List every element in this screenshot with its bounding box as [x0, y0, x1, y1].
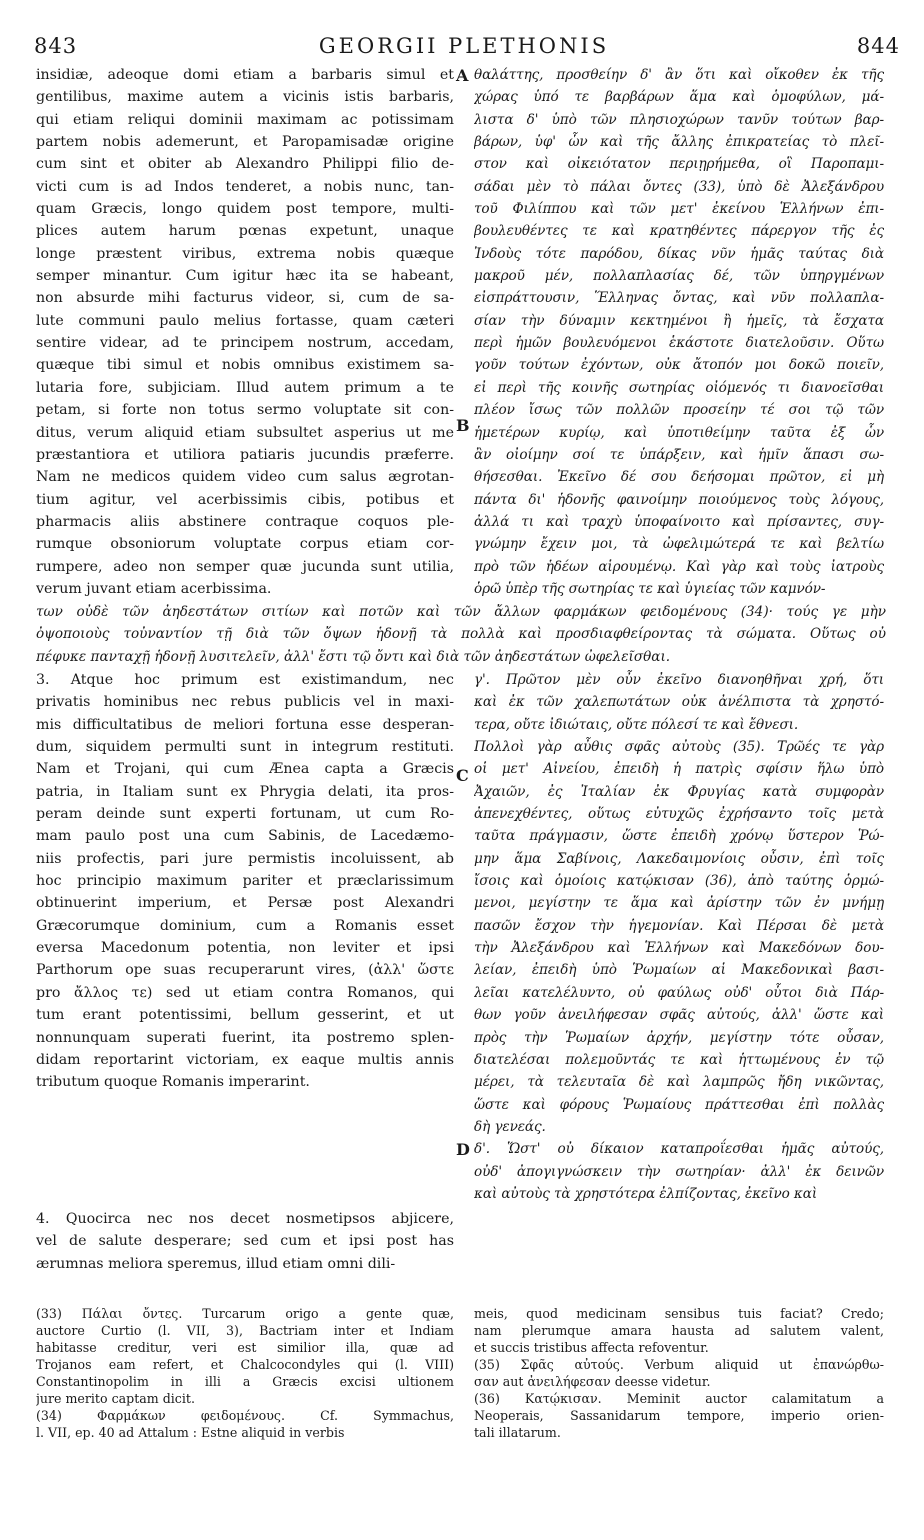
footnote-line: Constantinopolim in illi a Græcis excisi ultionem	[36, 1374, 454, 1389]
crossing-line: των οὐδὲ τῶν ἀηδεστάτων σιτίων καὶ ποτῶν καὶ τῶν ἄλλων φαρμάκων φειδομένους (34)· τούς γε μὴν	[36, 604, 886, 620]
text-line: tum erant potentissimi, bellum gesserint, et ut	[36, 1007, 454, 1024]
text-line: verum juvant etiam acerbissima.	[36, 580, 272, 597]
text-line: δὴ γενεάς.	[474, 1118, 546, 1135]
text-line: μενοι, μεγίστην τε ἅμα καὶ ἀρίστην τῶν ἐν μνήμῃ	[474, 895, 884, 912]
text-line: μέρει, τὰ τελευταῖα δὲ καὶ λαμπρῶς ἤδη νικῶντας,	[474, 1074, 884, 1091]
text-line: Græcorumque dominium, cum a Romanis esset	[36, 917, 454, 934]
greek-paragraph-gamma	[474, 669, 884, 1205]
footnote-line: (34) Φαρμάκων φειδομένους. Cf. Symmachus,	[36, 1408, 454, 1423]
text-line: οὐδ' ἀπογιγνώσκειν τὴν σωτηρίαν· ἀλλ' ἐκ δεινῶν	[474, 1163, 884, 1180]
text-line: πλέον ἴσως τῶν πολλῶν προσείην τέ σοι τῷ τῶν	[474, 402, 884, 419]
greek-column-2	[474, 669, 884, 1205]
text-line: ὥστε καὶ φόρους Ῥωμαίους πράττεσθαι ἐπὶ πολλὰς	[474, 1096, 884, 1113]
text-line: petam, si forte non totus sermo voluptate sit con-	[36, 402, 454, 419]
text-line: præstantiora et utiliora patiaris jucundis præferre.	[36, 446, 454, 463]
text-line: Πολλοὶ γὰρ αὖθις σφᾶς αὐτοὺς (35). Τρῶές τε γὰρ	[474, 739, 884, 756]
text-line: ὁρῶ ὑπὲρ τῆς σωτηρίας τε καὶ ὑγιείας τῶν καμνόν-	[474, 580, 826, 597]
running-title: GEORGII PLETHONIS	[318, 34, 610, 58]
latin-column-2	[36, 669, 454, 1094]
text-line: ἀλλά τι καὶ τραχὺ ὑποφαίνοιτο καὶ πρίσαντες, συγ-	[474, 513, 884, 530]
footnote-line: et succis tristibus affecta refoventur.	[474, 1340, 709, 1355]
text-line: peram deinde sunt experti fortunam, ut cum Ro-	[36, 806, 454, 823]
latin-paragraph-3	[36, 669, 454, 1094]
page-header	[28, 26, 900, 56]
footnote-line: auctore Curtio (l. VII, 3), Bactriam inter et Indiam	[36, 1323, 454, 1338]
text-line: lutaria fore, subjiciam. Illud autem primum a te	[36, 379, 454, 396]
text-line: quæque tibi simul et nobis omnibus existimem sa-	[36, 357, 454, 374]
footnote-line: Trojanos eam refert, et Chalcocondyles qui (l. VIII)	[36, 1357, 454, 1372]
text-line: εἰ περὶ τῆς κοινῆς σωτηρίας οἰόμενός τι διανοεῖσθαι	[474, 379, 884, 396]
text-line: Nam et Trojani, qui cum Ænea capta a Græcis	[36, 761, 454, 778]
text-line: privatis hominibus nec rebus publicis vel in maxi-	[36, 694, 454, 711]
text-line: πάντα δι' ἡδονῆς φαινοίμην ποιούμενος τοὺς λόγους,	[474, 491, 884, 508]
latin-column-1	[36, 64, 454, 600]
text-line: vel de salute desperare; sed cum et ipsi post has	[36, 1233, 454, 1250]
text-line: δ'. Ὥστ' οὐ δίκαιον καταπροΐεσθαι ἡμᾶς αὐτούς,	[474, 1141, 884, 1158]
text-line: 3. Atque hoc primum est existimandum, nec	[36, 672, 454, 688]
text-line: ἡμετέρων κυρίῳ, καὶ ὑποτιθείμην ταῦτα ἐξ ὧν	[474, 424, 884, 441]
text-line: ἀπενεχθέντες, οὕτως εὐτυχῶς ἐχρήσαντο τοῖς μετὰ	[474, 806, 884, 823]
footnote-line: (33) Πάλαι ὄντες. Turcarum origo a gente quæ,	[36, 1306, 454, 1321]
text-line: μακροῦ μέν, πολλαπλασίας δέ, τῶν ὑπηργμένων	[474, 268, 884, 285]
text-line: βάρων, ὑφ' ὧν καὶ τῆς ἄλλης ἐπικρατείας τὸ πλεῖ-	[474, 134, 884, 151]
text-line: λιστα δ' ὑπὸ τῶν πλησιοχώρων τανῦν τούτων βαρ-	[474, 111, 884, 128]
text-line: niis profectis, pari jure permistis incoluissent, ab	[36, 850, 454, 867]
text-line: στον καὶ οἰκειότατον περιῃρήμεθα, οἳ Παροπαμι-	[474, 156, 884, 173]
text-line: πρὸς τὴν Ῥωμαίων ἀρχήν, μεγίστην τότε οὖσαν,	[474, 1029, 884, 1046]
text-line: partem nobis ademerunt, et Paropamisadæ origine	[36, 134, 454, 151]
footnote-line: l. VII, ep. 40 ad Attalum : Estne aliquid in verbis	[36, 1425, 345, 1440]
text-line: γοῦν τούτων ἐχόντων, οὐκ ἄτοπόν μοι δοκῶ ποιεῖν,	[474, 357, 884, 374]
text-line: ἂν οἰοίμην σοί τε ὑπάρξειν, καὶ ἡμῖν ἅπασι σω-	[474, 446, 884, 463]
text-line: plices autem harum pœnas expetunt, unaque	[36, 223, 454, 240]
text-line: γνώμην ἔχειν μοι, τὰ ὠφελιμώτερά τε καὶ βελτίω	[474, 536, 884, 553]
text-line: πρὸ τῶν ἡδέων αἱρουμένῳ. Καὶ γὰρ καὶ τοὺς ἰατροὺς	[474, 558, 884, 575]
text-line: πασῶν ἔσχον τὴν ἡγεμονίαν. Καὶ Πέρσαι δὲ μετὰ	[474, 917, 884, 934]
text-line: mam paulo post una cum Sabinis, de Lacedæmo-	[36, 828, 454, 845]
text-line: εἰσπράττουσιν, Ἕλληνας ὄντας, καὶ νῦν πολλαπλα-	[474, 290, 884, 307]
text-line: gentilibus, maxime autem a vicinis istis barbaris,	[36, 89, 454, 106]
text-line: Parthorum ope suas recuperarunt vires, (ἀλλ' ὥστε	[36, 962, 454, 979]
text-line: longe præstent viribus, extrema nobis quæque	[36, 245, 454, 262]
text-line: σάδαι μὲν τὸ πάλαι ὄντες (33), ὑπὸ δὲ Ἀλεξάνδρου	[474, 178, 884, 195]
text-line: lute communi paulo melius fortasse, quam cæteri	[36, 312, 454, 329]
text-line: semper minantur. Cum igitur hæc ita se habeant,	[36, 268, 454, 285]
margin-marker-a: A	[456, 66, 469, 85]
text-line: nonnunquam superati fuerint, ita postremo splen-	[36, 1029, 454, 1046]
margin-marker-d: D	[456, 1140, 470, 1159]
text-line: σίαν τὴν δύναμιν κεκτημένοι ἢ ἡμεῖς, τὰ ἔσχατα	[474, 312, 884, 329]
text-line: tium agitur, vel acerbissimis cibis, potibus et	[36, 491, 454, 508]
text-line: sentire videar, ad te principem nostrum, accedam,	[36, 335, 454, 352]
page-number-right: 844	[856, 34, 900, 58]
greek-column-1	[474, 64, 884, 600]
text-line: cum sint et obiter ab Alexandro Philippi filio de-	[36, 156, 454, 173]
text-line: περὶ ἡμῶν βουλευόμενοι ἑκάστοτε διατελοῦσιν. Οὕτω	[474, 335, 884, 352]
text-line: λεῖαι κατελέλυντο, οὐ φαύλως οὐδ' οὗτοι διὰ Πάρ-	[474, 984, 884, 1001]
footnote-line: (35) Σφᾶς αὐτούς. Verbum aliquid ut ἐπανώρθω-	[474, 1357, 884, 1372]
crossing-greek-lines	[36, 601, 886, 668]
text-line: διατελέσαι πολεμοῦντάς τε καὶ ἡττωμένους ἐν τῷ	[474, 1051, 884, 1068]
text-line: οἱ μετ' Αἰνείου, ἐπειδὴ ἡ πατρὶς σφίσιν ἥλω ὑπὸ	[474, 761, 884, 778]
text-line: tributum quoque Romanis imperarint.	[36, 1074, 310, 1091]
text-line: 4. Quocirca nec nos decet nosmetipsos abjicere,	[36, 1211, 454, 1227]
text-line: τερα, οὔτε ἰδιώταις, οὔτε πόλεσί τε καὶ ἔθνεσι.	[474, 716, 799, 733]
text-line: non absurde mihi facturus videor, si, cum de sa-	[36, 290, 454, 307]
footnote-line: habitasse creditur, veri est similior illa, quæ ad	[36, 1340, 454, 1355]
text-line: καὶ ἐκ τῶν χαλεπωτάτων οὐκ ἀνέλπιστα τὰ χρηστό-	[474, 694, 884, 711]
text-line: insidiæ, adeoque domi etiam a barbaris simul et	[36, 67, 454, 83]
text-line: rumque obsoniorum voluptate corpus etiam cor-	[36, 536, 454, 553]
footnote-line: Neoperais, Sassanidarum tempore, imperio orien-	[474, 1408, 884, 1423]
page-number-left: 843	[34, 34, 78, 58]
text-line: Nam ne medicos quidem video cum salus ægrotan-	[36, 469, 454, 486]
footnote-line: tali illatarum.	[474, 1425, 561, 1440]
text-line: obtinuerint imperium, et Persæ post Alexandri	[36, 895, 454, 912]
greek-paragraph	[474, 64, 884, 600]
text-line: eversa Macedonum potentia, non leviter et ipsi	[36, 940, 454, 957]
latin-paragraph	[36, 64, 454, 600]
footnote-line: jure merito captam dicit.	[36, 1391, 195, 1406]
text-line: qui etiam reliqui dominii maximam ac potissimam	[36, 111, 454, 128]
footnote-line: σαν aut ἀνειλήφεσαν deesse videtur.	[474, 1374, 711, 1389]
margin-marker-c: C	[456, 766, 469, 785]
text-line: ditus, verum aliquid etiam subsultet asperius ut me	[36, 424, 454, 441]
crossing-line: πέφυκε πανταχῇ ἡδονῇ λυσιτελεῖν, ἀλλ' ἔστι τῷ ὄντι καὶ διὰ τῶν ἀηδεστάτων ὠφελεῖσθαι.	[36, 648, 671, 665]
text-line: θήσεσθαι. Ἐκεῖνο δέ σου δεήσομαι πρῶτον, εἰ μὴ	[474, 469, 884, 486]
text-line: ταῦτα πράγμασιν, ὥστε ἐπειδὴ χρόνῳ ὕστερον Ῥώ-	[474, 828, 884, 845]
footnotes-left	[36, 1305, 454, 1441]
text-line: θων γοῦν ἀνειλήφεσαν σφᾶς αὐτούς, ἀλλ' ὥστε καὶ	[474, 1007, 884, 1024]
latin-paragraph-4	[36, 1208, 454, 1275]
text-line: quam Græcis, longo quidem post tempore, multi-	[36, 201, 454, 218]
text-line: pharmacis aliis abstinere contraque coquos ple-	[36, 513, 454, 530]
text-line: χώρας ὑπό τε βαρβάρων ἅμα καὶ ὁμοφύλων, μά-	[474, 89, 884, 106]
text-line: γ'. Πρῶτον μὲν οὖν ἐκεῖνο διανοηθῆναι χρή, ὅτι	[474, 672, 884, 688]
crossing-line: ὀψοποιοὺς τοὐναντίον τῇ διὰ τῶν ὄψων ἡδονῇ τὰ πολλὰ καὶ προσδιαφθείροντας τὰ σώματα. Οὕτως οὐ	[36, 626, 886, 643]
text-line: καὶ αὐτοὺς τὰ χρηστότερα ἐλπίζοντας, ἐκεῖνο καὶ	[474, 1185, 818, 1202]
text-line: τὴν Ἀλεξάνδρου καὶ Ἑλλήνων καὶ Μακεδόνων δου-	[474, 940, 884, 957]
text-line: Ἰνδοὺς τότε παρόδου, δίκας νῦν ἡμᾶς ταύτας διὰ	[474, 245, 884, 262]
text-line: hoc principio maximum pariter et præclarissimum	[36, 873, 454, 890]
text-line: dum, siquidem permulti sunt in integrum restituti.	[36, 739, 454, 756]
text-line: victi cum is ad Indos tenderet, a nobis nunc, tan-	[36, 178, 454, 195]
text-line: Ἀχαιῶν, ἐς Ἰταλίαν ἐκ Φρυγίας κατὰ συμφορὰν	[474, 783, 884, 800]
text-line: ἴσοις καὶ ὁμοίοις κατῴκισαν (36), ἀπὸ ταύτης ὁρμώ-	[474, 873, 884, 890]
text-line: θαλάττης, προσθείην δ' ἂν ὅτι καὶ οἴκοθεν ἐκ τῆς	[474, 67, 884, 83]
text-line: patria, in Italiam sunt ex Phrygia delati, ita pros-	[36, 783, 454, 800]
latin-column-3	[36, 1208, 454, 1275]
margin-marker-b: B	[456, 416, 470, 435]
text-line: didam reportarint victoriam, ex eaque multis annis	[36, 1051, 454, 1068]
footnote-line: (36) Κατῴκισαν. Meminit auctor calamitatum a	[474, 1391, 884, 1406]
footnote-line: nam plerumque amara hausta ad salutem valent,	[474, 1323, 884, 1338]
text-line: mis difficultatibus de meliori fortuna esse desperan-	[36, 716, 454, 733]
text-line: βουλευθέντες τε καὶ κρατηθέντες πάρεργον τῆς ἐς	[474, 223, 884, 240]
footnote-line: meis, quod medicinam sensibus tuis faciat? Credo;	[474, 1306, 884, 1321]
text-line: τοῦ Φιλίππου καὶ τῶν μετ' ἐκείνου Ἑλλήνων ἐπι-	[474, 201, 884, 218]
footnotes-right	[474, 1305, 884, 1441]
text-line: μην ἅμα Σαβίνοις, Λακεδαιμονίοις οὖσιν, ἐπὶ τοῖς	[474, 850, 884, 867]
text-line: pro ἄλλος τε) sed ut etiam contra Romanos, qui	[36, 984, 454, 1001]
text-line: ærumnas meliora speremus, illud etiam omni dili-	[36, 1255, 396, 1272]
text-line: λείαν, ἐπειδὴ ὑπὸ Ῥωμαίων αἱ Μακεδονικαὶ βασι-	[474, 962, 884, 979]
text-line: rumpere, adeo non semper quæ jucunda sunt utilia,	[36, 558, 454, 575]
